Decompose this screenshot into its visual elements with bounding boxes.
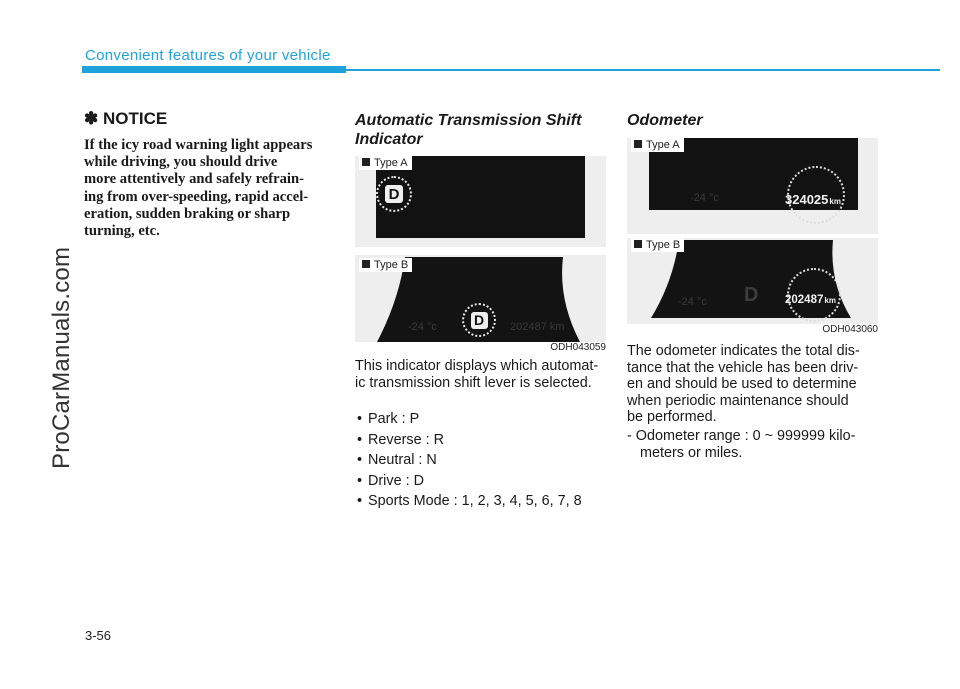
odometer-type-b-label (631, 238, 684, 252)
list-item: • Neutral : N (357, 452, 582, 473)
notice-line: turning, etc. (84, 223, 160, 240)
type-b-label (359, 258, 412, 272)
page-number: 3-56 (85, 628, 112, 643)
notice-body (84, 137, 332, 240)
paragraph-line: when periodic maintenance should (627, 392, 849, 409)
figure-code: ODH043060 (822, 324, 878, 335)
square-bullet-icon (634, 240, 642, 248)
section-header-title: Convenient features of your vehicle (85, 47, 331, 64)
paragraph-line: ic transmission shift lever is selected. (355, 374, 592, 391)
square-bullet-icon (634, 140, 642, 148)
odometer-description (627, 343, 878, 426)
odometer-heading: Odometer (627, 112, 703, 129)
temperature-readout: -24 °c (690, 192, 719, 204)
paragraph-line: The odometer indicates the total dis- (627, 343, 860, 359)
odometer-unit: km (824, 296, 836, 305)
type-a-label (359, 156, 412, 170)
gear-indicator-ring (462, 303, 496, 337)
shift-indicator-figure (355, 152, 606, 352)
odometer-value (785, 294, 836, 306)
gear-position-list (357, 411, 582, 514)
list-item: • Reverse : R (357, 432, 582, 453)
notice-line: while driving, you should drive (84, 154, 278, 171)
header-rule (346, 69, 940, 71)
paragraph-line: - Odometer range : 0 ~ 999999 kilo- (627, 428, 856, 444)
odometer-range (627, 428, 878, 461)
notice-line: eration, sudden braking or sharp (84, 205, 291, 222)
odometer-type-a-label (631, 138, 684, 152)
figure-code: ODH043059 (550, 342, 606, 353)
type-b-label-text: Type B (646, 239, 681, 251)
square-bullet-icon (362, 260, 370, 268)
odometer-digits: 324025 (785, 192, 829, 207)
paragraph-line: meters or miles. (640, 444, 743, 461)
type-b-label-text: Type B (374, 259, 409, 271)
odometer-value (785, 192, 841, 207)
notice-line: If the icy road warning light appears (84, 137, 313, 153)
temperature-readout: -24 °c (678, 296, 707, 308)
type-a-label-text: Type A (374, 157, 408, 169)
odometer-unit: km (829, 197, 841, 206)
paragraph-line: be performed. (627, 409, 717, 425)
shift-indicator-heading (355, 111, 581, 149)
paragraph-line: en and should be used to determine (627, 376, 857, 392)
gear-indicator-ring (376, 176, 412, 212)
list-item: • Park : P (357, 411, 582, 432)
list-item: • Drive : D (357, 473, 582, 494)
list-item: • Sports Mode : 1, 2, 3, 4, 5, 6, 7, 8 (357, 493, 582, 514)
shift-indicator-intro (355, 358, 606, 391)
notice-title: ✽ NOTICE (84, 109, 168, 128)
notice-line: more attentively and safely refrain- (84, 171, 304, 188)
gear-d-icon: D (744, 284, 759, 306)
gear-d-icon: D (471, 312, 488, 329)
paragraph-line: This indicator displays which automat- (355, 358, 599, 374)
temperature-readout: -24 °c (408, 321, 437, 333)
watermark-text: ProCarManuals.com (48, 246, 75, 469)
odometer-digits: 202487 (785, 294, 824, 306)
odometer-type-a-panel (627, 138, 878, 234)
heading-line: Automatic Transmission Shift (355, 112, 582, 129)
header-accent-bar (82, 66, 346, 73)
type-a-label-text: Type A (646, 139, 680, 151)
odometer-readout: 202487 km (510, 321, 565, 333)
paragraph-line: tance that the vehicle has been driv- (627, 359, 859, 376)
gear-d-icon: D (385, 185, 403, 203)
odometer-figure (627, 134, 878, 336)
square-bullet-icon (362, 158, 370, 166)
heading-line: Indicator (355, 131, 423, 148)
notice-line: ing from over-speeding, rapid accel- (84, 188, 309, 205)
